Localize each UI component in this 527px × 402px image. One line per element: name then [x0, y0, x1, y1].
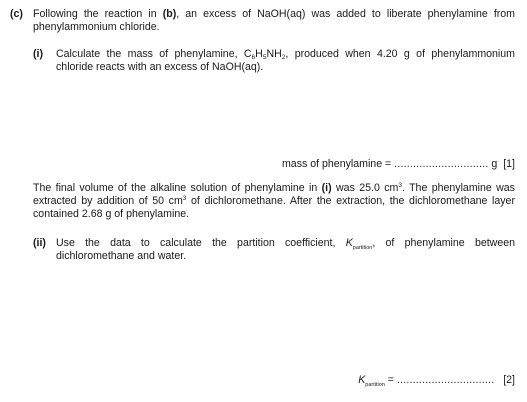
- part-c-intro: Following the reaction in (b), an excess of NaOH(aq) was added to liberate phenylamine from phenylammonium chloride.: [33, 8, 516, 33]
- marks-i: [1]: [503, 158, 515, 170]
- answer-blank-i[interactable]: ..............................: [394, 158, 489, 170]
- part-i-answer-line: mass of phenylamine = .............................. g [1]: [281, 158, 515, 170]
- part-ii-question: Use the data to calculate the partition coefficient, $K_{partition}$, of phenylamine between dichloromethane and water.: [56, 237, 515, 262]
- marks-ii: [2]: [503, 374, 515, 386]
- part-c-label: (c): [10, 8, 23, 20]
- answer-blank-ii[interactable]: ...............................: [396, 374, 495, 386]
- part-i-label: (i): [33, 48, 43, 60]
- part-ii-answer-line: $K_{partition}$ = ............................... [2]: [358, 374, 515, 388]
- extraction-info: The final volume of the alkaline solution of phenylamine in (i) was 25.0 $cm^3$. The phenylamine was extracted by addition of 50 $cm^3$ of dichloromethane. After the extraction, the dichloromethane layer contained 2.68 g of phenylamine.: [33, 182, 515, 220]
- part-ii-label: (ii): [33, 237, 46, 249]
- part-i-question: Calculate the mass of phenylamine, $C_6H_5NH_2$, produced when 4.20 g of phenylammonium chloride reacts with an excess of NaOH(aq).: [56, 48, 515, 73]
